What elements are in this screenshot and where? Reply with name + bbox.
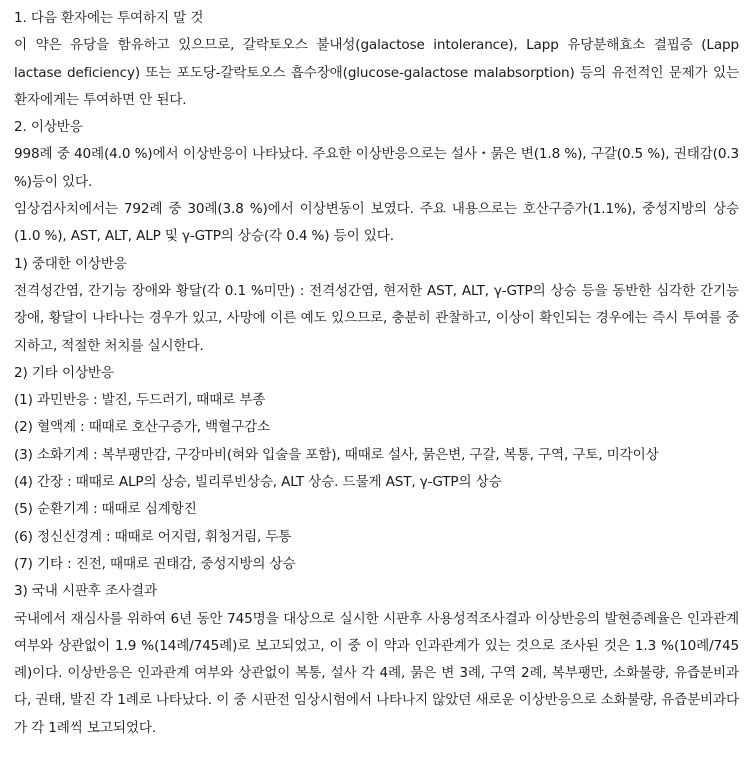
list-item-digestive: (3) 소화기계 : 복부팽만감, 구강마비(혀와 입술을 포함), 때때로 설사, 묽은변, 구갈, 복통, 구역, 구토, 미각이상	[14, 446, 659, 463]
subheading-postmarketing-survey: 3) 국내 시판후 조사결과	[14, 583, 157, 600]
section-heading-contraindications: 1. 다음 환자에는 투여하지 말 것	[14, 10, 204, 26]
paragraph-adverse-summary: 998례 중 40례(4.0 %)에서 이상반응이 나타났다. 주요한 이상반응으로는 설사・묽은 변(1.8 %), 구갈(0.5 %), 권태감(0.3 %)등이 있다.	[14, 146, 739, 190]
subheading-serious-reactions: 1) 중대한 이상반응	[14, 255, 127, 272]
list-item-neuropsychiatric: (6) 정신신경계 : 때때로 어지럼, 휘청거림, 두통	[14, 528, 292, 545]
paragraph-postmarketing-results: 국내에서 재심사를 위하여 6년 동안 745명을 대상으로 실시한 시판후 사용성적조사결과 이상반응의 발현증례율은 인과관계 여부와 상관없이 1.9 %(14례/745례)로 보고되었고, 이 중 이 약과 인과관계가 있는 것으로 조사된 것은 1.3 %(10례/745례)이다. 이상반응은 인과관계 여부와 상관없이 복통, 설사 각 4례, 묽은 변 3례, 구역 2례, 복부팽만, 소화불량, 유즙분비과다, 권태, 발진 각 1례로 나타났다. 이 중 시판전 임상시험에서 나타나지 않았던 새로운 이상반응으로 소화불량, 유즙분비과다가 각 1례씩 보고되었다.	[14, 610, 739, 736]
list-item-liver: (4) 간장 : 때때로 ALP의 상승, 빌리루빈상승, ALT 상승. 드물게 AST, γ-GTP의 상승	[14, 474, 502, 491]
paragraph-lab-values: 임상검사치에서는 792례 중 30례(3.8 %)에서 이상변동이 보였다. 주요 내용으로는 호산구증가(1.1%), 중성지방의 상승(1.0 %), AST, ALT, ALP 및 γ-GTP의 상승(각 0.4 %) 등이 있다.	[14, 201, 739, 245]
document-body	[14, 5, 739, 742]
list-item-other: (7) 기타 : 진전, 때때로 권태감, 중성지방의 상승	[14, 555, 296, 572]
list-item-circulatory: (5) 순환기계 : 때때로 심계항진	[14, 501, 197, 518]
list-item-hypersensitivity: (1) 과민반응 : 발진, 두드러기, 때때로 부종	[14, 392, 266, 409]
list-item-blood: (2) 혈액계 : 때때로 호산구증가, 백혈구감소	[14, 419, 270, 436]
subheading-other-reactions: 2) 기타 이상반응	[14, 364, 114, 381]
section-heading-adverse-reactions: 2. 이상반응	[14, 119, 83, 136]
paragraph-lactose-warning: 이 약은 유당을 함유하고 있으므로, 갈락토오스 불내성(galactose intolerance), Lapp 유당분해효소 결핍증 (Lapp lactase deficiency) 또는 포도당-갈락토오스 흡수장애(glucose-galactose malabsorption) 등의 유전적인 문제가 있는 환자에게는 투여하면 안 된다.	[14, 37, 739, 108]
paragraph-hepatitis: 전격성간염, 간기능 장애와 황달(각 0.1 %미만) : 전격성간염, 현저한 AST, ALT, γ-GTP의 상승 등을 동반한 심각한 간기능 장애, 황달이 나타나는 경우가 있고, 사망에 이른 예도 있으므로, 충분히 관찰하고, 이상이 확인되는 경우에는 즉시 투여를 중지하고, 적절한 처치를 실시한다.	[14, 282, 739, 354]
